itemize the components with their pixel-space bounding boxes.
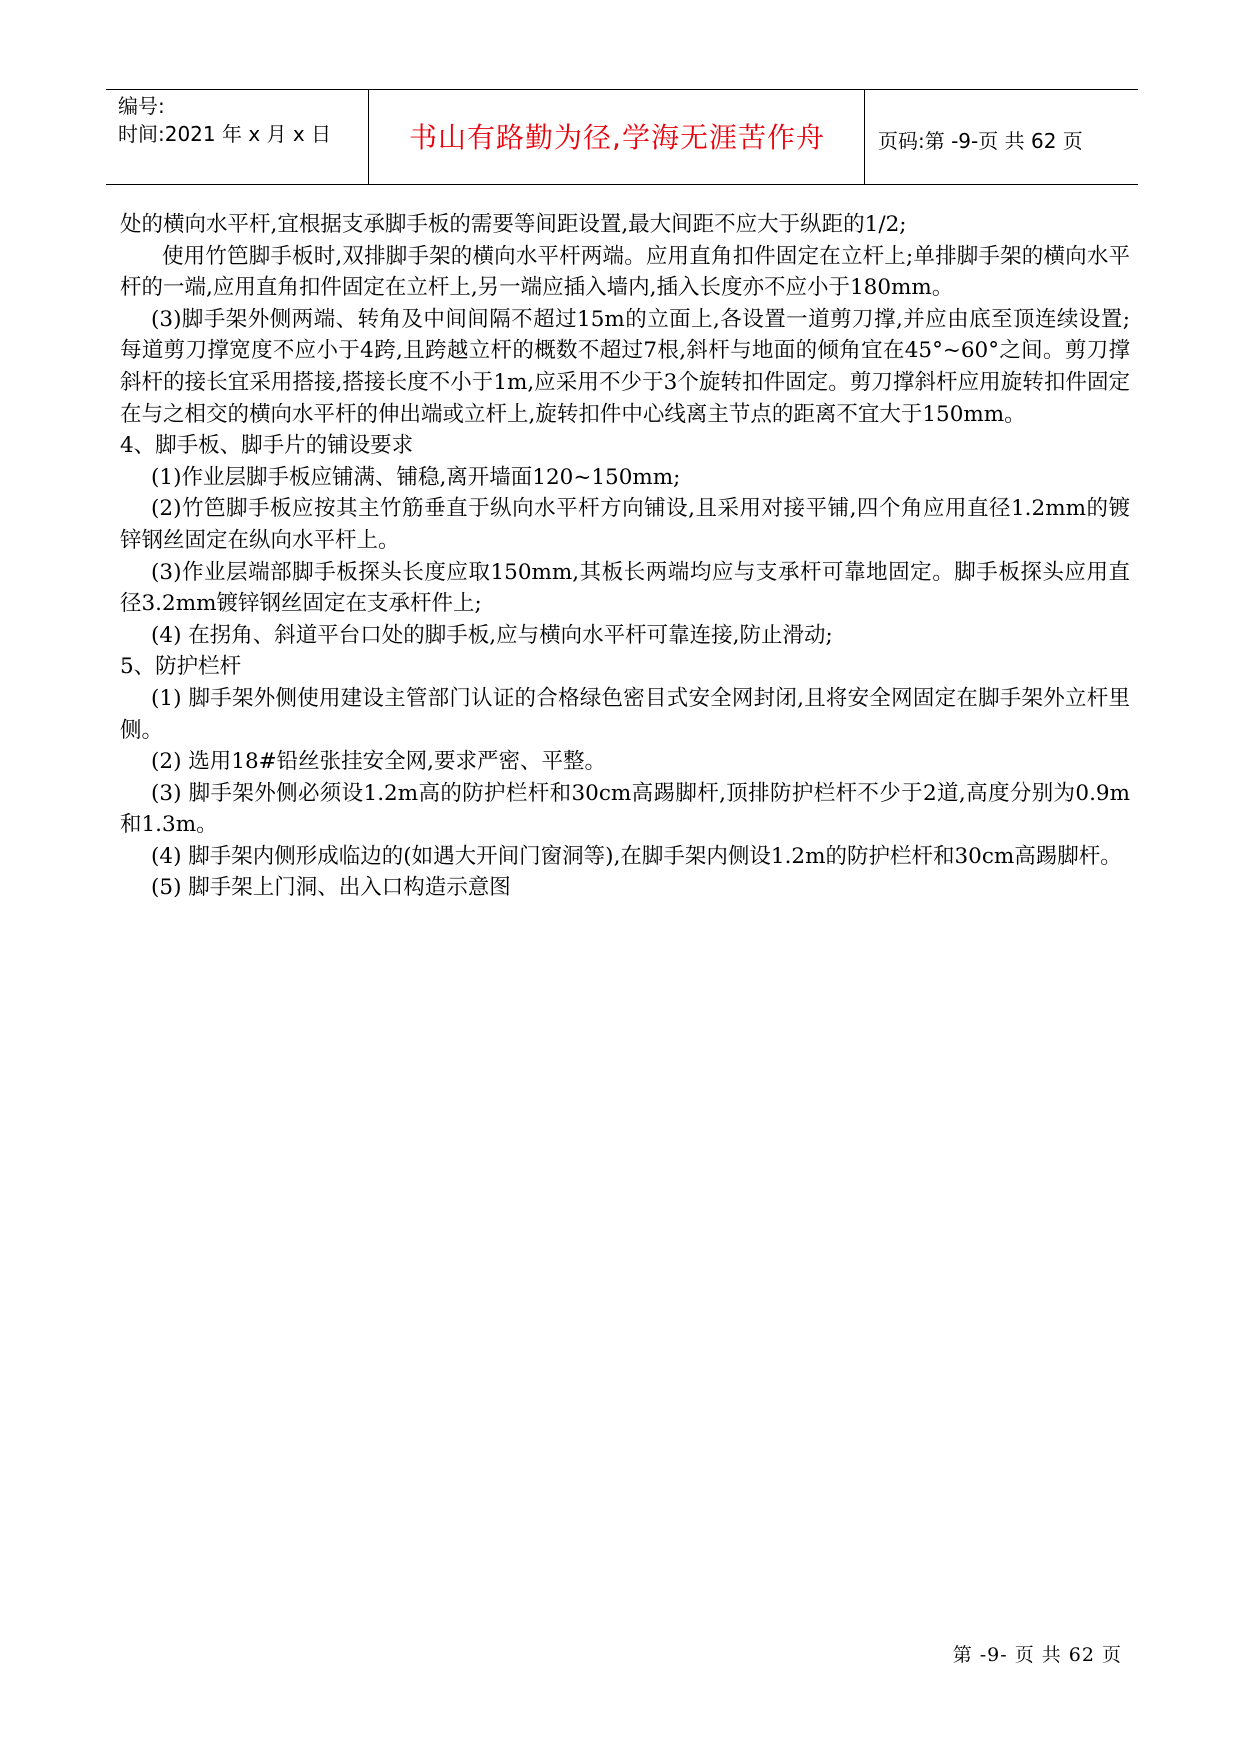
header-motto: 书山有路勤为径,学海无涯苦作舟 — [409, 121, 825, 154]
page-footer: 第 -9- 页 共 62 页 — [952, 1644, 1122, 1666]
section-heading: 5、防护栏杆 — [120, 654, 242, 680]
paragraph: 使用竹笆脚手板时,双排脚手架的横向水平杆两端。应用直角扣件固定在立杆上;单排脚手架的横向水平杆的一端,应用直角扣件固定在立杆上,另一端应插入墙内,插入长度亦不应小于180mm。 — [120, 243, 1130, 301]
document-body — [120, 209, 1130, 904]
header-meta — [118, 92, 368, 148]
paragraph: (1)作业层脚手板应铺满、铺稳,离开墙面120~150mm; — [151, 464, 681, 490]
page-header — [106, 89, 1138, 185]
paragraph: 处的横向水平杆,宜根据支承脚手板的需要等间距设置,最大间距不应大于纵距的1/2; — [120, 212, 907, 237]
paragraph: (3)脚手架外侧两端、转角及中间间隔不超过15m的立面上,各设置一道剪刀撑,并应由底至顶连续设置;每道剪刀撑宽度不应小于4跨,且跨越立杆的概数不超过7根,斜杆与地面的倾角宜在45°~60°之间。剪刀撑斜杆的接长宜采用搭接,搭接长度不小于1m,应采用不少于3个旋转扣件固定。剪刀撑斜杆应用旋转扣件固定在与之相交的横向水平杆的伸出端或立杆上,旋转扣件中心线离主节点的距离不宜大于150mm。 — [120, 306, 1130, 427]
header-divider — [368, 90, 369, 184]
paragraph: (4) 脚手架内侧形成临边的(如遇大开间门窗洞等),在脚手架内侧设1.2m的防护栏杆和30cm高踢脚杆。 — [151, 843, 1122, 869]
header-divider — [864, 90, 865, 184]
paragraph: (4) 在拐角、斜道平台口处的脚手板,应与横向水平杆可靠连接,防止滑动; — [151, 622, 833, 648]
paragraph: (3) 脚手架外侧必须设1.2m高的防护栏杆和30cm高踢脚杆,顶排防护栏杆不少于2道,高度分别为0.9m和1.3m。 — [120, 780, 1130, 838]
document-time-label: 时间:2021 年 x 月 x 日 — [118, 122, 332, 146]
document-number-label: 编号: — [118, 94, 165, 118]
header-page-number: 页码:第 -9-页 共 62 页 — [878, 129, 1083, 153]
section-heading: 4、脚手板、脚手片的铺设要求 — [120, 433, 414, 459]
paragraph: (1) 脚手架外侧使用建设主管部门认证的合格绿色密目式安全网封闭,且将安全网固定在脚手架外立杆里侧。 — [120, 685, 1130, 743]
paragraph: (2)竹笆脚手板应按其主竹筋垂直于纵向水平杆方向铺设,且采用对接平铺,四个角应用直径1.2mm的镀锌钢丝固定在纵向水平杆上。 — [120, 496, 1130, 553]
paragraph: (2) 选用18#铅丝张挂安全网,要求严密、平整。 — [151, 749, 606, 775]
paragraph: (5) 脚手架上门洞、出入口构造示意图 — [151, 875, 511, 901]
paragraph: (3)作业层端部脚手板探头长度应取150mm,其板长两端均应与支承杆可靠地固定。脚手板探头应用直径3.2mm镀锌钢丝固定在支承杆件上; — [120, 559, 1130, 617]
